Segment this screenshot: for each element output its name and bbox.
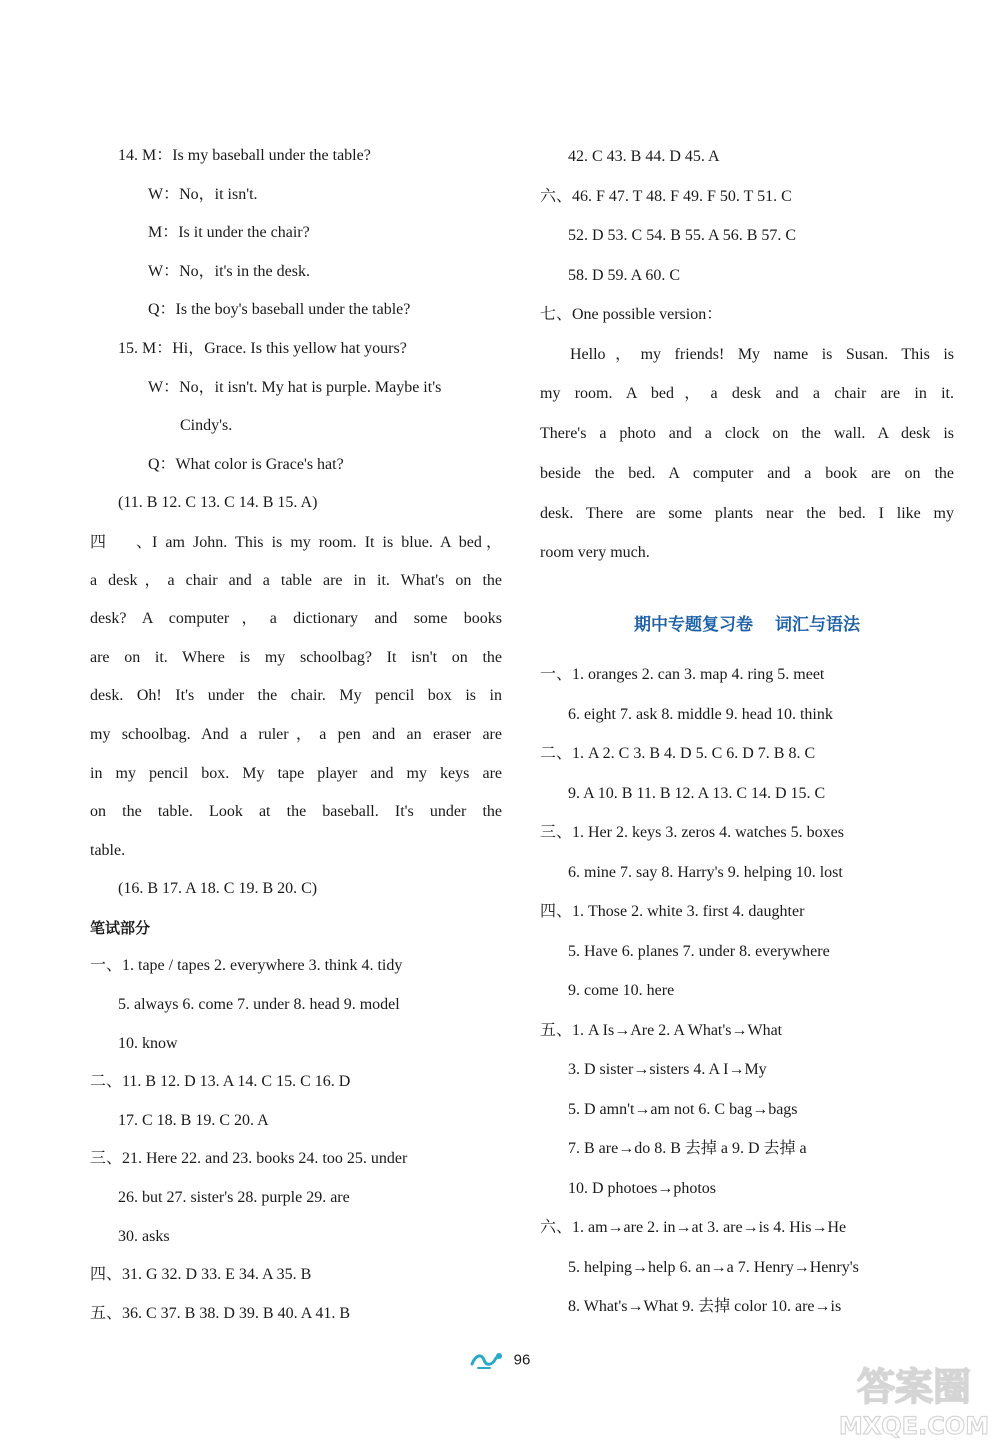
answer-line: 9. come 10. here [568, 982, 675, 1000]
passage-line: 四、I am John. This is my room. It is blue. A bed， [90, 523, 502, 562]
answer-line: 52. D 53. C 54. B 55. A 56. B 57. C [568, 227, 797, 244]
answer-line: 六、1. am→are 2. in→at 3. are→is 4. His→He [540, 1219, 847, 1237]
answer-line: 四、31. G 32. D 33. E 34. A 35. B [90, 1266, 312, 1284]
watermark-text-bottom: MXQE.COM [838, 1412, 990, 1440]
answer-line: 6. eight 7. ask 8. middle 9. head 10. think [568, 705, 833, 723]
essay-line: room very much. [540, 544, 650, 562]
passage-line: are on it. Where is my schoolbag? It isn't on the [90, 648, 502, 666]
answer-line: 3. D sister→sisters 4. A I→My [568, 1061, 767, 1079]
passage-line: in my pencil box. My tape player and my keys are [90, 764, 502, 782]
answer-line: 六、46. F 47. T 48. F 49. F 50. T 51. C [540, 187, 792, 205]
answer-line: 5. D amn't→am not 6. C bag→bags [568, 1100, 798, 1118]
passage-line: desk? A computer，a dictionary and some books [90, 610, 502, 628]
section-title [540, 595, 954, 655]
section-title-main: 期中专题复习卷 [634, 615, 753, 636]
essay-line: desk. There are some plants near the bed. I like my [540, 504, 954, 522]
dialogue-line: M：Is it under the chair? [148, 224, 310, 242]
essay-line: There's a photo and a clock on the wall. A desk is [540, 425, 954, 443]
right-column [540, 137, 954, 1327]
passage-line: table. [90, 841, 126, 859]
essay-line: my room. A bed，a desk and a chair are in it. [540, 385, 954, 403]
answer-line: 30. asks [118, 1227, 170, 1245]
left-column [90, 137, 502, 1333]
answer-line: (16. B 17. A 18. C 19. B 20. C) [118, 880, 318, 898]
answer-line: 17. C 18. B 19. C 20. A [118, 1111, 269, 1129]
answer-line: 58. D 59. A 60. C [568, 266, 681, 284]
decorative-logo-icon [470, 1350, 504, 1370]
answer-line: 9. A 10. B 11. B 12. A 13. C 14. D 15. C [568, 784, 826, 802]
answer-line: 5. always 6. come 7. under 8. head 9. model [118, 996, 400, 1014]
dialogue-line: Q：Is the boy's baseball under the table? [148, 301, 411, 319]
answer-line: 一、1. tape / tapes 2. everywhere 3. think 4. tidy [90, 957, 403, 975]
answer-line: 6. mine 7. say 8. Harry's 9. helping 10. lost [568, 863, 843, 881]
essay-line: beside the bed. A computer and a book are on the [540, 464, 954, 482]
answer-line: (11. B 12. C 13. C 14. B 15. A) [118, 494, 318, 512]
dialogue-line: W：No，it's in the desk. [148, 262, 310, 280]
answer-line: 8. What's→What 9. 去掉 color 10. are→is [568, 1298, 842, 1316]
passage-line: a desk，a chair and a table are in it. What's on the [90, 571, 502, 589]
section-mark: 四、 [90, 531, 152, 551]
answer-line: 42. C 43. B 44. D 45. A [568, 148, 720, 165]
section-title-sub: 词汇与语法 [775, 615, 860, 636]
watermark-text-top: 答案圈 [856, 1365, 972, 1409]
passage-line: my schoolbag. And a ruler，a pen and an eraser are [90, 725, 502, 743]
page-number: 96 [513, 1351, 531, 1369]
answer-line: 5. helping→help 6. an→a 7. Henry→Henry's [568, 1258, 859, 1276]
answer-line: 10. D photoes→photos [568, 1179, 716, 1197]
passage-line: desk. Oh! It's under the chair. My pencil box is in [90, 687, 502, 705]
answer-line: 二、11. B 12. D 13. A 14. C 15. C 16. D [90, 1073, 351, 1091]
answer-line: 四、1. Those 2. white 3. first 4. daughter [540, 903, 805, 921]
essay-line: Hello，my friends! My name is Susan. This is [570, 345, 954, 363]
answer-line: 一、1. oranges 2. can 3. map 4. ring 5. meet [540, 666, 825, 684]
answer-line: 7. B are→do 8. B 去掉 a 9. D 去掉 a [568, 1140, 807, 1158]
dialogue-line: 14. M：Is my baseball under the table? [118, 147, 371, 164]
watermark-logo [834, 1354, 994, 1442]
answer-line: 五、36. C 37. B 38. D 39. B 40. A 41. B [90, 1304, 351, 1322]
dialogue-line: W：No，it isn't. [148, 185, 258, 203]
answer-line: 26. but 27. sister's 28. purple 29. are [118, 1189, 350, 1207]
answer-line: 七、One possible version： [540, 306, 723, 323]
answer-line: 三、1. Her 2. keys 3. zeros 4. watches 5. boxes [540, 824, 844, 842]
passage-line: on the table. Look at the baseball. It's under the [90, 803, 502, 821]
dialogue-line: W：No，it isn't. My hat is purple. Maybe it's [148, 378, 442, 396]
section-heading: 笔试部分 [90, 918, 151, 937]
dialogue-line: Cindy's. [180, 417, 233, 435]
dialogue-line: Q：What color is Grace's hat? [148, 455, 344, 473]
dialogue-line: 15. M：Hi，Grace. Is this yellow hat yours? [118, 339, 407, 357]
answer-line: 二、1. A 2. C 3. B 4. D 5. C 6. D 7. B 8. C [540, 745, 816, 763]
answer-line: 三、21. Here 22. and 23. books 24. too 25. under [90, 1150, 408, 1168]
answer-line: 5. Have 6. planes 7. under 8. everywhere [568, 942, 830, 960]
answer-line: 10. know [118, 1034, 178, 1052]
answer-line: 五、1. A Is→Are 2. A What's→What [540, 1021, 783, 1039]
